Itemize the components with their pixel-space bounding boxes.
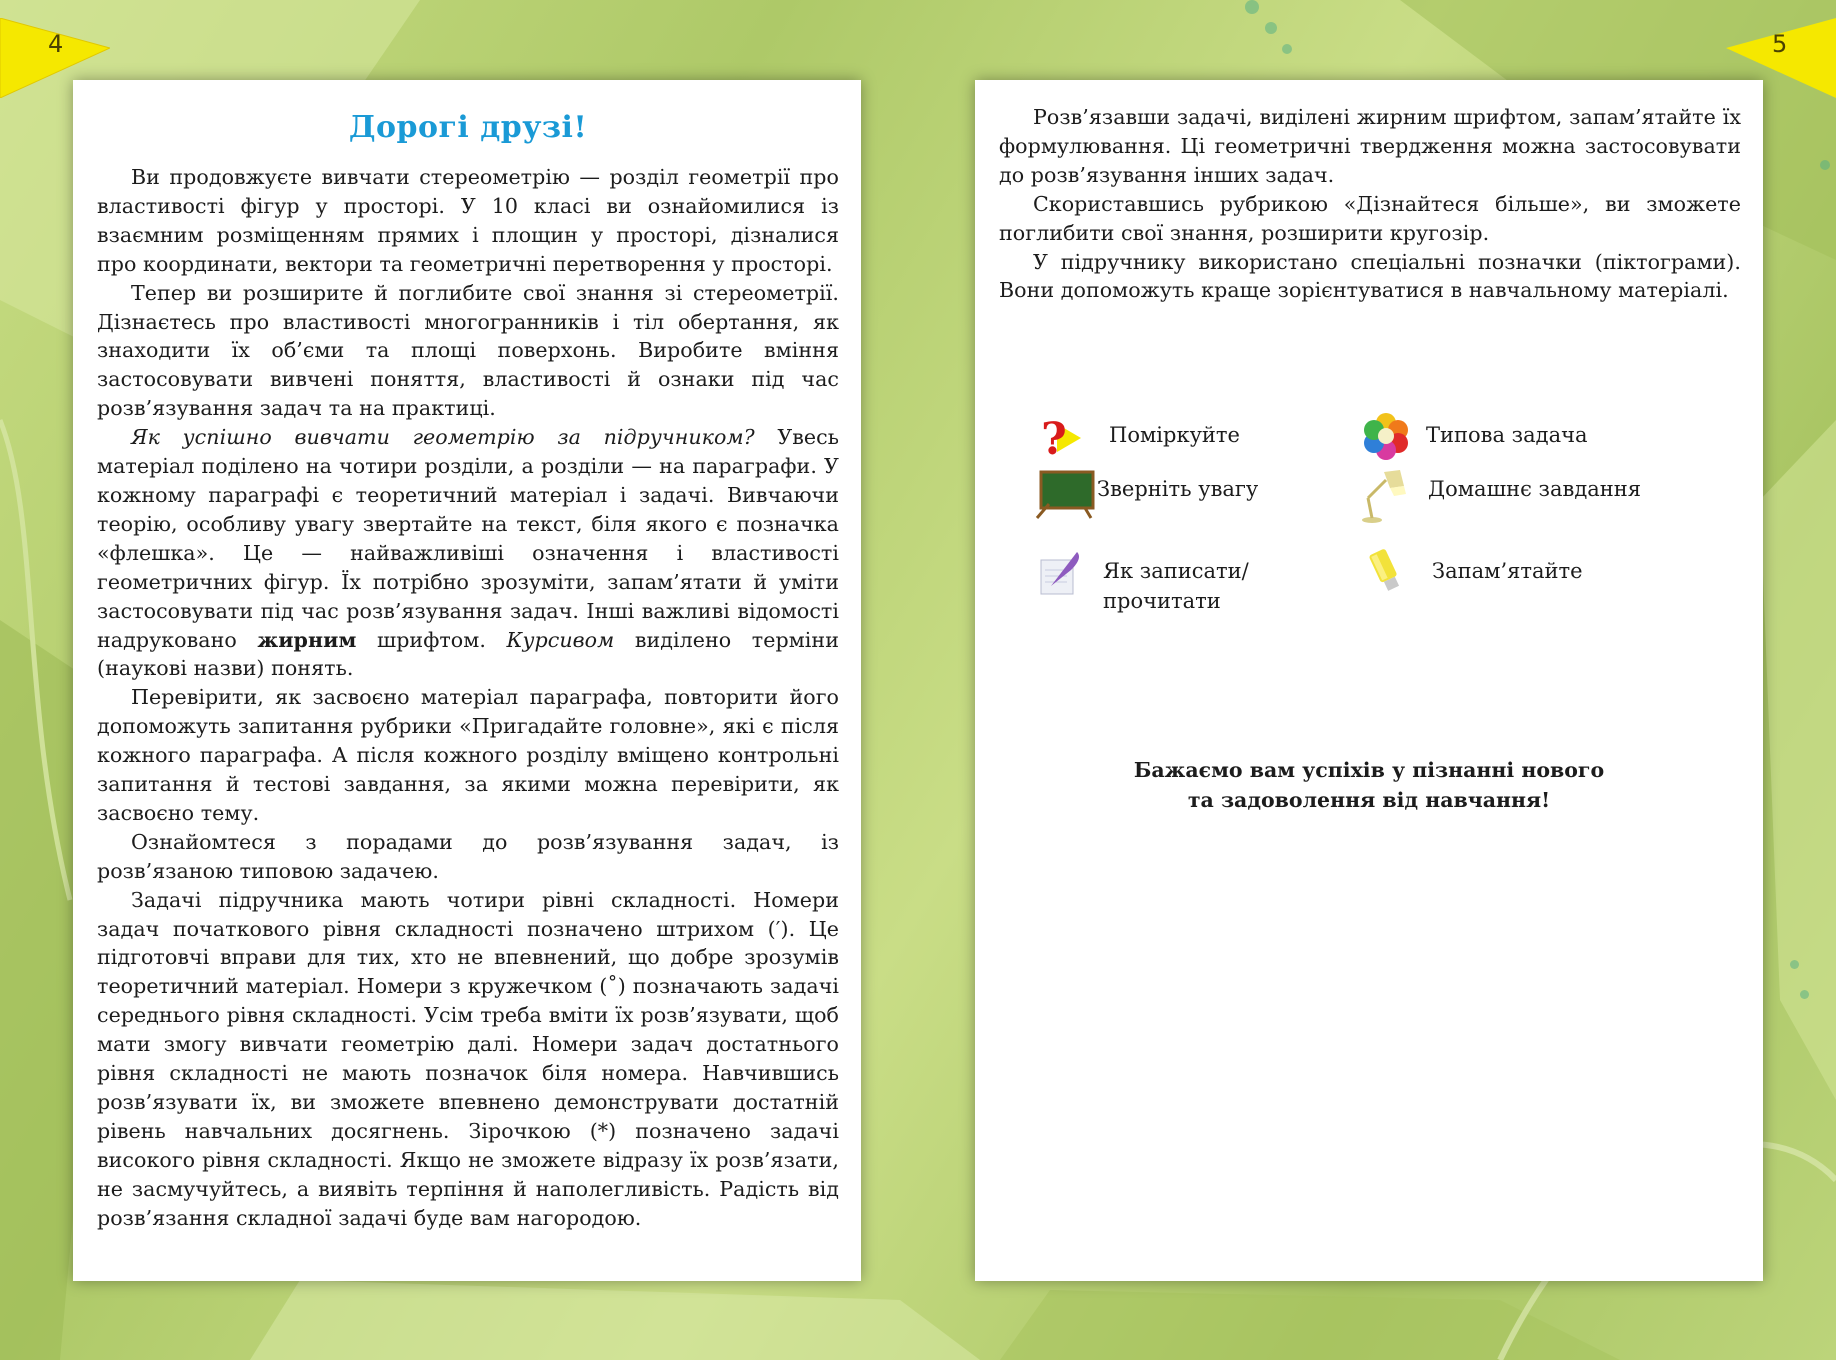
left-page xyxy=(73,80,861,1281)
legend-item-homework xyxy=(1360,464,1641,516)
right-paragraph-3: У підручнику використано спеціальні позначки (піктограми). Вони допоможуть краще зорієнтуватися в навчальному матеріалі. xyxy=(999,249,1741,303)
desk-lamp-icon xyxy=(1360,464,1412,516)
right-page xyxy=(975,80,1763,1281)
legend-item-typical-task xyxy=(1360,410,1588,462)
legend-label-typical-task: Типова задача xyxy=(1426,423,1588,447)
paragraph-6: Задачі підручника мають чотири рівні складності. Номери задач початкового рівня складності позначено штрихом (′). Це підготовчі вправи для тих, хто не впевнений, що добре зрозумів теоретичний матеріал. Номери з кружечком (˚) позначають задачі середнього рівня складності. Усім треба вміти їх розв’язувати, щоб мати змогу вивчати геометрію далі. Номери задач достатнього рівня складності не мають позначок біля номера. Навчившись розв’язувати їх, ви зможете впевнено демонструвати достатній рівень навчальних досягнень. Зірочкою (*) позначено задачі високого рівня складності. Якщо не зможете відразу їх розв’язати, не засмучуйтесь, а виявіть терпіння й наполегливість. Радість від розв’язання складної задачі буде вам нагородою. xyxy=(97,887,839,1230)
pictogram-legend xyxy=(1035,410,1715,670)
right-paragraph-2: Скориставшись рубрикою «Дізнайтеся більше», ви зможете поглибити свої знання, розширити кругозір. xyxy=(999,191,1741,245)
usb-flash-drive-icon xyxy=(1360,546,1412,598)
paragraph-3-text-c: виділено терміни (наукові назви) понять. xyxy=(97,627,839,681)
page-number-left: 4 xyxy=(48,30,64,58)
closing-wish xyxy=(975,755,1763,815)
legend-label-write-read-line1: Як записати/ xyxy=(1103,559,1249,583)
legend-label-think: Поміркуйте xyxy=(1109,423,1240,447)
legend-label-write-read-line2: прочитати xyxy=(1103,589,1221,613)
legend-item-attention xyxy=(1035,464,1258,516)
right-page-text xyxy=(999,103,1741,305)
closing-wish-line2: та задоволення від навчання! xyxy=(1187,788,1551,812)
paragraph-1: Ви продовжуєте вивчати стереометрію — розділ геометрії про властивості фігур у просторі. У 10 класі ви ознайомилися із взаємним розміщенням прямих і площин у просторі, дізналися про координати, вектори та геометричні перетворення у просторі. xyxy=(97,165,839,276)
paragraph-3-italic-lead: Як успішно вивчати геометрію за підручником? xyxy=(131,425,755,450)
paragraph-3-text-b: шрифтом. xyxy=(356,627,507,652)
paragraph-5: Ознайомтеся з порадами до розв’язування задач, із розв’язаною типовою задачею. xyxy=(97,829,839,883)
chalkboard-icon xyxy=(1035,464,1087,516)
left-page-text xyxy=(97,110,839,1233)
page-number-right: 5 xyxy=(1772,30,1788,58)
paragraph-4: Перевірити, як засвоєно матеріал параграфа, повторити його допоможуть запитання рубрики «Пригадайте головне», які є після кожного параграфа. А після кожного розділу вміщено контрольні запитання й тестові завдання, за якими можна перевірити, як засвоєно тему. xyxy=(97,685,839,825)
closing-wish-line1: Бажаємо вам успіхів у пізнанні нового xyxy=(1133,758,1605,782)
color-flower-icon xyxy=(1360,410,1412,462)
paragraph-3-text-a: Увесь матеріал поділено на чотири розділи, а розділи — на параграфи. У кожному параграфі є теоретичний матеріал і задачі. Вивчаючи теорію, особливу увагу звертайте на текст, біля якого є позначка «флешка». Це — найважливіші означення і властивості геометричних фігур. Їх потрібно зрозуміти, запам’ятати й уміти застосовувати під час розв’язування задач. Інші важливі відомості надруковано xyxy=(97,425,839,652)
paragraph-3-italic-word: Курсивом xyxy=(506,627,615,652)
right-paragraph-1: Розв’язавши задачі, виділені жирним шрифтом, запам’ятайте їх формулювання. Ці геометричні твердження можна застосовувати до розв’язування інших задач. xyxy=(999,105,1741,187)
legend-label-homework: Домашнє завдання xyxy=(1428,477,1642,501)
legend-label-remember: Запам’ятайте xyxy=(1432,559,1583,583)
paragraph-2: Тепер ви розширите й поглибите свої знання зі стереометрії. Дізнаєтесь про властивості многогранників і тіл обертання, як знаходити їх об’єми та площі поверхонь. Виробите вміння застосовувати вивчені поняття, властивості й ознаки під час розв’язування задач та на практиці. xyxy=(97,280,839,421)
legend-item-think xyxy=(1035,410,1240,462)
quill-pen-icon xyxy=(1035,546,1087,598)
svg-text:?: ? xyxy=(1041,414,1067,462)
paragraph-3-bold: жирним xyxy=(257,627,357,652)
page-title: Дорогі друзі! xyxy=(348,110,588,145)
paragraph-3 xyxy=(97,423,839,683)
legend-label-write-read xyxy=(1103,546,1249,616)
legend-item-write-read xyxy=(1035,546,1249,616)
legend-label-attention: Зверніть увагу xyxy=(1097,477,1259,501)
page-number-tab-left xyxy=(0,18,110,98)
page-number-tab-right xyxy=(1726,18,1836,98)
question-mark-icon xyxy=(1035,410,1087,462)
legend-item-remember xyxy=(1360,546,1583,598)
